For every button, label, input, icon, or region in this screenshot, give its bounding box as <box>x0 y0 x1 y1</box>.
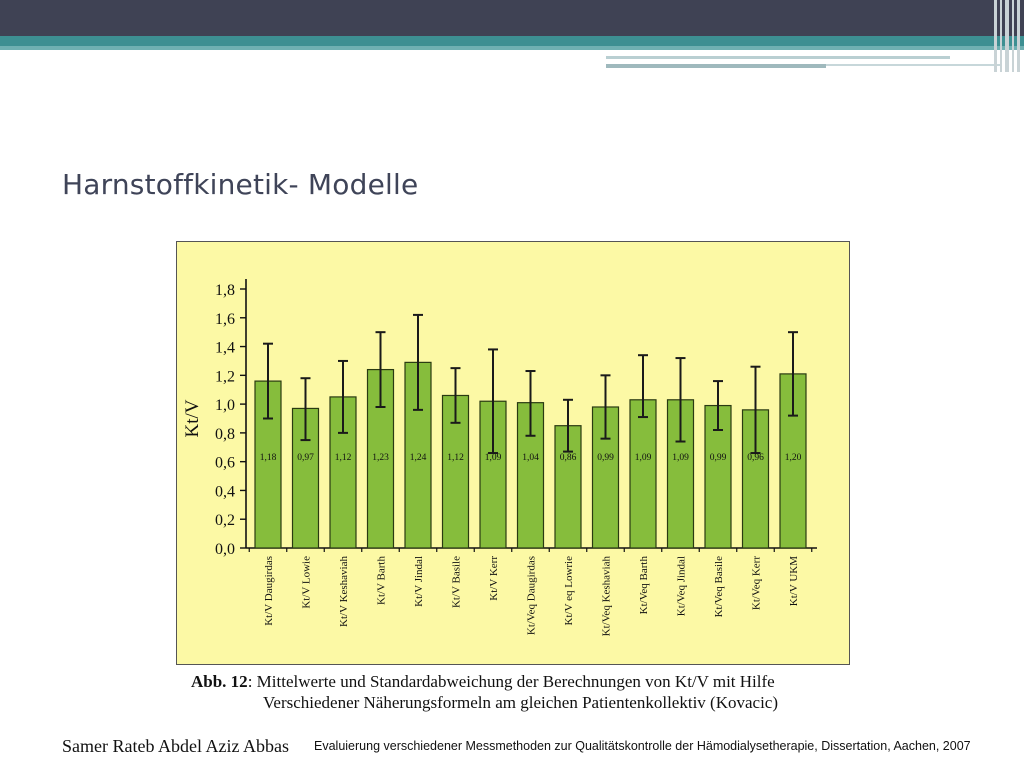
footer-source: Evaluierung verschiedener Messmethoden zur Qualitätskontrolle der Hämodialysetherapie, Dissertation, Aachen, 2007 <box>314 739 971 753</box>
category-label: Kt/Veq Basile <box>713 556 725 618</box>
category-label: Kt/V Barth <box>375 556 388 605</box>
data-label: 0,86 <box>559 453 577 463</box>
category-label: Kt/V eq Lowrie <box>563 556 575 626</box>
y-tick-label: 1,0 <box>215 397 235 415</box>
y-tick-label: 0,4 <box>215 483 235 501</box>
category-label: Kt/Veq Daugirdas <box>525 556 538 636</box>
y-tick-label: 1,8 <box>215 282 235 299</box>
y-tick-label: 0,2 <box>215 512 235 530</box>
data-label: 1,20 <box>784 453 802 463</box>
category-label: Kt/V Basile <box>450 556 463 609</box>
figure-caption <box>191 671 778 713</box>
data-label: 0,96 <box>747 453 764 463</box>
category-label: Kt/V Lowie <box>300 556 313 609</box>
caption-line-1: : Mittelwerte und Standardabweichung der Berechnungen von Kt/V mit Hilfe <box>247 672 775 691</box>
category-label: Kt/Veq Jindal <box>675 556 688 617</box>
data-label: 1,09 <box>672 453 689 463</box>
header-accent-band <box>0 36 1024 46</box>
y-axis-title: Kt/V <box>182 399 203 438</box>
decor-line-lower-right <box>826 64 1001 66</box>
slide-title: Harnstoffkinetik- Modelle <box>62 168 419 201</box>
y-tick-label: 1,6 <box>215 310 235 328</box>
data-label: 1,09 <box>634 453 652 463</box>
y-tick-label: 0,0 <box>215 541 235 558</box>
header-bar <box>0 0 1024 36</box>
decor-line-lower <box>606 64 826 68</box>
category-label: Kt/Veq Kerr <box>750 556 763 611</box>
bar <box>630 400 656 548</box>
data-label: 0,97 <box>297 453 314 463</box>
data-label: 1,23 <box>372 453 389 463</box>
corner-stripes <box>990 0 1024 72</box>
category-label: Kt/V Keshaviah <box>338 556 350 627</box>
data-label: 1,04 <box>522 453 539 463</box>
category-label: Kt/V Jindal <box>413 556 425 607</box>
data-label: 0,99 <box>709 453 727 463</box>
decor-line-upper <box>606 56 950 59</box>
data-label: 1,12 <box>334 453 352 463</box>
data-label: 1,18 <box>259 453 277 463</box>
caption-line-2: Verschiedener Näherungsformeln am gleichen Patientenkollektiv (Kovacic) <box>263 693 778 712</box>
header-accent-line <box>0 46 1024 50</box>
data-label: 0,99 <box>597 453 614 463</box>
footer-author: Samer Rateb Abdel Aziz Abbas <box>62 736 289 756</box>
y-tick-label: 1,2 <box>215 368 235 386</box>
category-label: Kt/V Daugirdas <box>263 556 275 626</box>
data-label: 1,24 <box>409 453 427 463</box>
data-label: 1,12 <box>447 453 464 463</box>
y-tick-label: 1,4 <box>215 339 235 357</box>
chart-panel <box>176 241 850 665</box>
data-label: 1,09 <box>484 453 502 463</box>
category-label: Kt/Veq Keshaviah <box>600 556 613 637</box>
category-label: Kt/V Kerr <box>488 556 500 601</box>
category-label: Kt/Veq Barth <box>638 556 650 615</box>
kt-v-bar-chart <box>177 242 849 664</box>
category-label: Kt/V UKM <box>788 556 800 607</box>
y-tick-label: 0,8 <box>215 425 235 443</box>
y-tick-label: 0,6 <box>215 454 235 472</box>
caption-label: Abb. 12 <box>191 672 248 691</box>
